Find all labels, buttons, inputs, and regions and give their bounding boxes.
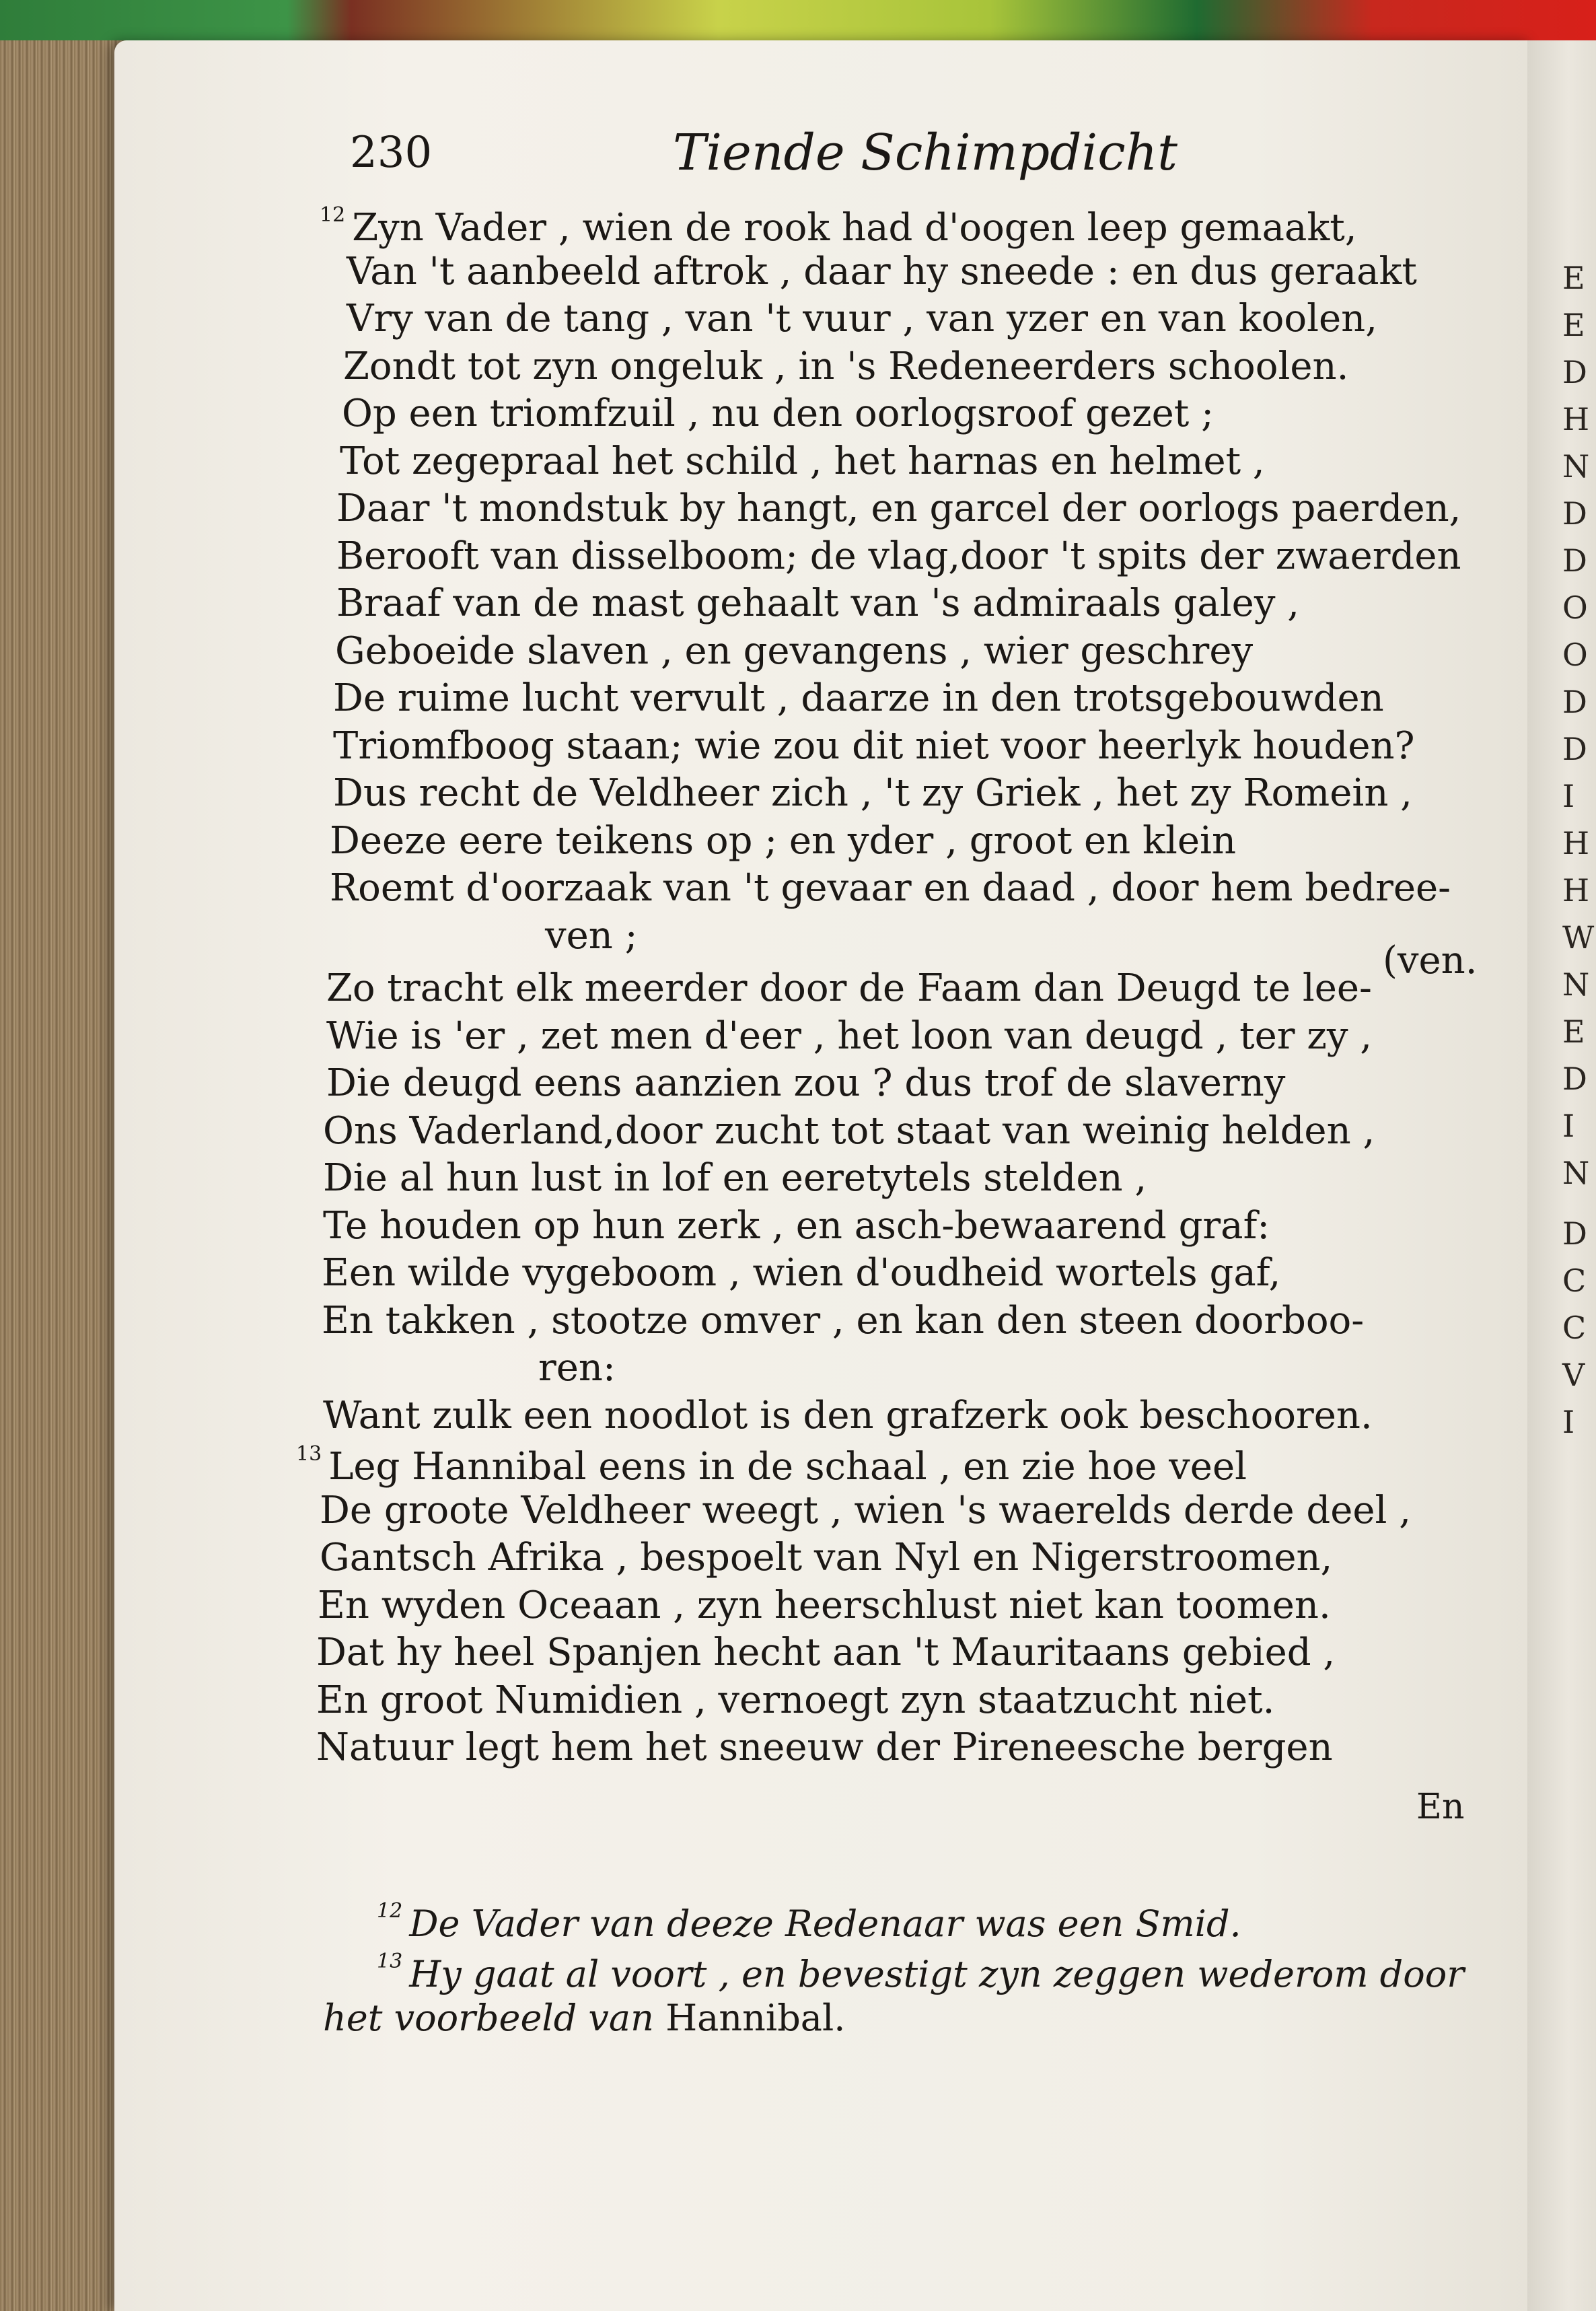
- facing-page-letter: H: [1562, 872, 1590, 909]
- facing-page-letter: V: [1562, 1357, 1585, 1393]
- verse-line: [538, 1346, 616, 1390]
- facing-page-edge: [1527, 40, 1596, 2311]
- facing-page-letter: W: [1562, 919, 1595, 956]
- footnote-12: [377, 1899, 1241, 1945]
- verse-line: [318, 1583, 1331, 1627]
- verse-text: Dat hy heel Spanjen hecht aan 't Mauritaans gebied ,: [316, 1631, 1336, 1674]
- verse-text: Van 't aanbeeld aftrok , daar hy sneede : en dus geraakt: [347, 249, 1417, 293]
- verse-line: [347, 297, 1377, 341]
- verse-text: Zyn Vader , wien de rook had d'oogen leep gemaakt,: [352, 206, 1357, 250]
- verse-text: Deeze eere teikens op ; en yder , groot en klein: [330, 818, 1237, 863]
- verse-line: [333, 771, 1412, 815]
- footnote-text: De Vader van deeze Redenaar was een Smid.: [409, 1903, 1241, 1945]
- verse-text: Die deugd eens aanzien zou ? dus trof de slaverny: [326, 1061, 1286, 1105]
- verse-line: [296, 1442, 1247, 1489]
- verse-text: Een wilde vygeboom , wien d'oudheid wortels gaf,: [322, 1251, 1281, 1295]
- facing-page-letter: N: [1562, 448, 1590, 485]
- facing-page-letter: D: [1562, 542, 1587, 579]
- verse-line: [342, 392, 1214, 435]
- facing-page-letter: E: [1562, 1014, 1585, 1050]
- verse-text: Leg Hannibal eens in de schaal , en zie hoe veel: [328, 1445, 1247, 1489]
- facing-page-letter: C: [1562, 1263, 1587, 1299]
- verse-line: [323, 1108, 1375, 1153]
- verse-text: ven ;: [545, 913, 638, 958]
- verse-text: En takken , stootze omver , en kan den steen doorboo-: [322, 1298, 1365, 1343]
- facing-page-letter: D: [1562, 1061, 1587, 1097]
- verse-text: Natuur legt hem het sneeuw der Pireneesche bergen: [316, 1726, 1333, 1769]
- verse-line: [340, 439, 1265, 483]
- verse-line: [336, 487, 1461, 530]
- verse-line: [326, 1014, 1373, 1058]
- verse-text: En groot Numidien , vernoegt zyn staatzucht niet.: [316, 1678, 1275, 1722]
- verse-text: Daar 't mondstuk by hangt, en garcel der oorlogs paerden,: [336, 487, 1461, 530]
- verse-text: Vry van de tang , van 't vuur , van yzer en van koolen,: [347, 297, 1377, 341]
- verse-line: [320, 1536, 1333, 1579]
- verse-text: Zondt tot zyn ongeluk , in 's Redeneerders schoolen.: [343, 344, 1349, 388]
- footnote-text-roman: Hannibal.: [665, 1997, 846, 2039]
- verse-line: [320, 1488, 1412, 1532]
- verse-line: [323, 1203, 1270, 1248]
- verse-text: Tot zegepraal het schild , het harnas en helmet ,: [340, 439, 1265, 483]
- verse-text: ren:: [538, 1346, 616, 1390]
- verse-text: Die al hun lust in lof en eeretytels stelden ,: [323, 1156, 1147, 1200]
- facing-page-letter: D: [1562, 1215, 1587, 1252]
- turnover-fragment: (ven.: [1383, 939, 1478, 983]
- footnote-text: Hy gaat al voort , en bevestigt zyn zeggen wederom door: [409, 1953, 1465, 1995]
- facing-page-letter: D: [1562, 495, 1587, 532]
- verse-line: [326, 1061, 1286, 1105]
- running-head: [350, 124, 1494, 188]
- facing-page-letter: E: [1562, 260, 1585, 296]
- footnote-13-continued: [323, 1997, 846, 2039]
- verse-line: [316, 1631, 1336, 1674]
- verse-text: Zo tracht elk meerder door de Faam dan Deugd te lee-: [326, 966, 1372, 1010]
- verse-line: [326, 966, 1372, 1010]
- verse-text: Braaf van de mast gehaalt van 's admiraals galey ,: [336, 581, 1300, 625]
- verse-line: [320, 203, 1357, 250]
- verse-line: [323, 1156, 1147, 1200]
- page-title: Tiende Schimpdicht: [673, 124, 1178, 182]
- footnote-reference: 12: [320, 203, 346, 227]
- verse-line: [330, 866, 1451, 910]
- facing-page-letter: H: [1562, 825, 1590, 861]
- facing-page-letter: I: [1562, 1108, 1575, 1144]
- facing-page-letter: D: [1562, 354, 1587, 390]
- verse-text: En wyden Oceaan , zyn heerschlust niet kan toomen.: [318, 1583, 1331, 1627]
- catchword: En: [1416, 1787, 1465, 1827]
- facing-page-letter: O: [1562, 637, 1588, 673]
- verse-text: Te houden op hun zerk , en asch-bewaarend graf:: [323, 1203, 1270, 1248]
- facing-page-letter: N: [1562, 966, 1590, 1003]
- verse-line: [316, 1726, 1333, 1769]
- verse-text: Gantsch Afrika , bespoelt van Nyl en Nigerstroomen,: [320, 1536, 1333, 1579]
- verse-line: [333, 676, 1384, 720]
- verse-line: [335, 629, 1254, 673]
- verse-text: Op een triomfzuil , nu den oorlogsroof gezet ;: [342, 392, 1214, 435]
- facing-page-letter: I: [1562, 778, 1575, 814]
- facing-page-letter: N: [1562, 1155, 1590, 1191]
- verse-text: Triomfboog staan; wie zou dit niet voor heerlyk houden?: [333, 723, 1415, 768]
- verse-text: De ruime lucht vervult , daarze in den trotsgebouwden: [333, 676, 1384, 720]
- verse-line: [322, 1251, 1281, 1295]
- footnote-reference: 13: [296, 1442, 322, 1466]
- facing-page-letter: I: [1562, 1404, 1575, 1440]
- facing-page-letter: E: [1562, 307, 1585, 343]
- verse-text: Want zulk een noodlot is den grafzerk ook beschooren.: [323, 1393, 1373, 1437]
- facing-page-letter: H: [1562, 401, 1590, 437]
- page-number: 230: [350, 128, 433, 178]
- verse-text: Wie is 'er , zet men d'eer , het loon van deugd , ter zy ,: [326, 1014, 1373, 1058]
- verse-line: [322, 1298, 1365, 1343]
- facing-page-letter: C: [1562, 1310, 1587, 1346]
- verse-text: Berooft van disselboom; de vlag,door 't spits der zwaerden: [336, 534, 1461, 578]
- footnote-text-italic: het voorbeeld van: [323, 1997, 654, 2039]
- footnote-13: [377, 1952, 1464, 1993]
- verse-text: Ons Vaderland,door zucht tot staat van weinig helden ,: [323, 1108, 1375, 1153]
- verse-line: [323, 1393, 1373, 1437]
- footnote-marker: 13: [377, 1950, 403, 1973]
- verse-text: Geboeide slaven , en gevangens , wier geschrey: [335, 629, 1254, 673]
- verse-line: [316, 1678, 1275, 1722]
- verse-line: [330, 818, 1237, 863]
- verse-line: [545, 913, 638, 958]
- verse-line: [343, 344, 1349, 388]
- verse-line: [333, 723, 1415, 768]
- verse-line: [347, 249, 1417, 293]
- facing-page-letter: D: [1562, 731, 1587, 767]
- footnote-marker: 12: [377, 1899, 403, 1923]
- verse-text: Roemt d'oorzaak van 't gevaar en daad , door hem bedree-: [330, 866, 1451, 910]
- verse-line: [336, 581, 1300, 625]
- facing-page-letter: O: [1562, 590, 1588, 626]
- verse-text: Dus recht de Veldheer zich , 't zy Griek , het zy Romein ,: [333, 771, 1412, 815]
- verse-line: [336, 534, 1461, 578]
- verse-text: De groote Veldheer weegt , wien 's waerelds derde deel ,: [320, 1488, 1412, 1532]
- facing-page-letter: D: [1562, 684, 1587, 720]
